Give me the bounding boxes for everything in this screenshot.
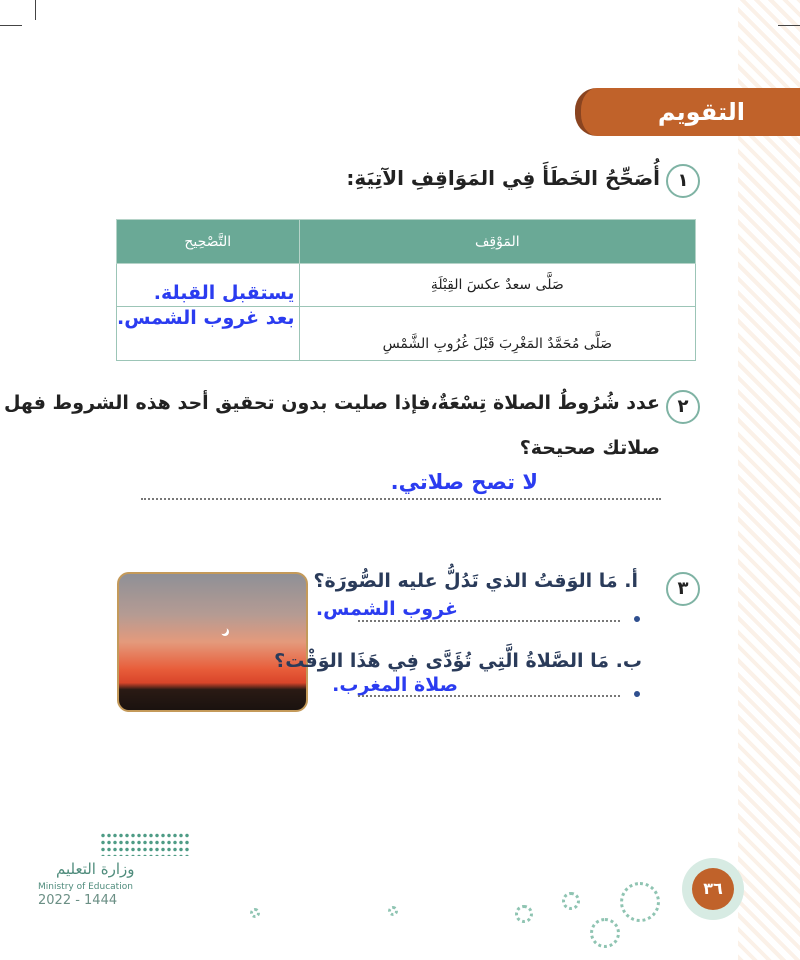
table-row bbox=[117, 307, 696, 361]
decorative-rosette bbox=[590, 918, 620, 948]
section-title: التقويم bbox=[575, 88, 800, 136]
decorative-rosette bbox=[250, 908, 260, 918]
decorative-rosette bbox=[562, 892, 580, 910]
answer-line bbox=[358, 620, 620, 622]
bullet bbox=[634, 616, 640, 622]
question-number: ٣ bbox=[666, 572, 700, 606]
question-text: أ. مَا الوَقتُ الذي تَدُلُّ عليه الصُّورَة؟ bbox=[313, 570, 638, 592]
decorative-border bbox=[738, 0, 800, 960]
situation-cell: صَلَّى سعدٌ عكسَ القِبْلَةِ bbox=[299, 264, 695, 307]
table-header: التَّصْحِيح bbox=[117, 220, 300, 264]
table-header: المَوْقِف bbox=[299, 220, 695, 264]
answer-text: غروب الشمس. bbox=[315, 598, 458, 620]
question-number: ٢ bbox=[666, 390, 700, 424]
crop-mark bbox=[778, 25, 800, 26]
answer-text: لا تصح صلاتي. bbox=[390, 470, 538, 494]
situation-cell: صَلَّى مُحَمَّدٌ المَغْرِبَ قَبْلَ غُرُوبِ الشَّمْسِ bbox=[299, 307, 695, 361]
ministry-logo bbox=[100, 832, 190, 856]
decorative-rosette bbox=[388, 906, 398, 916]
answer-line bbox=[358, 695, 620, 697]
answer-text: صلاة المغرب. bbox=[332, 674, 458, 696]
decorative-rosette bbox=[515, 905, 533, 923]
corrections-table bbox=[116, 219, 696, 361]
question-text: أُصَحِّحُ الخَطَأَ فِي المَوَاقِفِ الآتِيَةِ: bbox=[346, 166, 660, 190]
answer-line bbox=[141, 498, 661, 500]
ministry-name-en: Ministry of Education bbox=[38, 882, 133, 892]
table-row bbox=[117, 264, 696, 307]
crop-mark bbox=[0, 25, 22, 26]
edition-year: 2022 - 1444 bbox=[38, 893, 118, 908]
question-text: صلاتك صحيحة؟ bbox=[519, 437, 660, 459]
correction-cell: بعد غروب الشمس. bbox=[117, 307, 300, 361]
question-text: ب. مَا الصَّلاةُ الَّتِي تُؤَدَّى فِي هَذَا الوَقْت؟ bbox=[274, 650, 642, 672]
question-text: عدد شُرُوطُ الصلاة تِسْعَةٌ،فإذا صليت بدون تحقيق أحد هذه الشروط فهل bbox=[3, 392, 660, 414]
decorative-rosette bbox=[620, 882, 660, 922]
question-number: ١ bbox=[666, 164, 700, 198]
correction-cell: يستقبل القبلة. bbox=[117, 264, 300, 307]
crescent-moon bbox=[219, 626, 227, 634]
crop-mark bbox=[35, 0, 36, 20]
page-number: ٣٦ bbox=[692, 868, 734, 910]
bullet bbox=[634, 691, 640, 697]
sunset-photo bbox=[117, 572, 308, 712]
ministry-name-ar: وزارة التعليم bbox=[56, 860, 135, 878]
